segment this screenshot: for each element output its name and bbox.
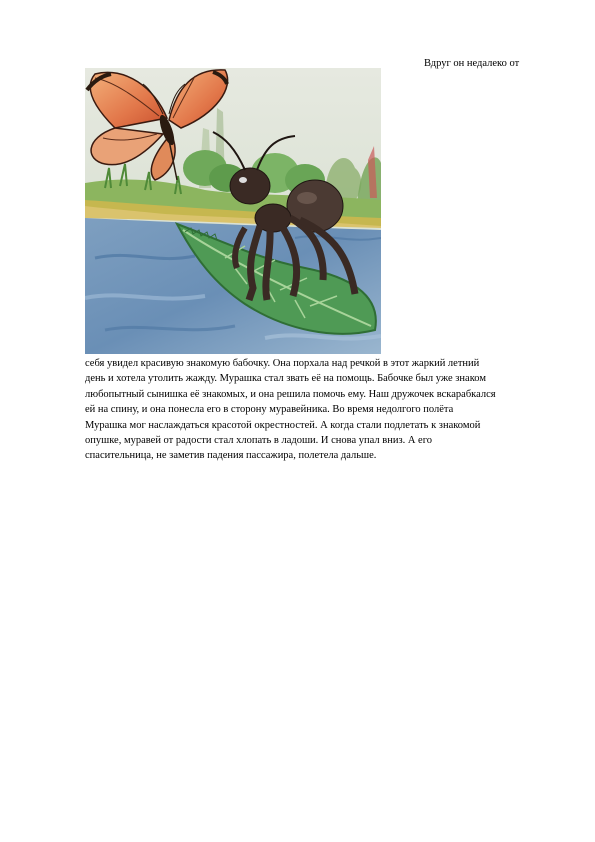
story-line: себя увидел красивую знакомую бабочку. Она порхала над речкой в этот жаркий летний: [85, 358, 480, 369]
story-line: день и хотела утолить жажду. Мурашка стал звать её на помощь. Бабочке был уже знаком: [85, 373, 486, 385]
story-line: опушке, муравей от радости стал хлопать в ладоши. И снова упал вниз. А его: [85, 435, 433, 447]
story-line: Мурашка мог наслаждаться красотой окрестностей. А когда стали подлетать к знакомой: [85, 419, 481, 431]
story-line: ей на спину, и она понесла его в сторону муравейника. Во время недолгого полёта: [85, 404, 454, 416]
story-illustration: [85, 68, 381, 354]
story-text: [85, 356, 513, 464]
story-line: спасительница, не заметив падения пассажира, полетела дальше.: [85, 450, 377, 462]
intro-fragment: Вдруг он недалеко от: [424, 58, 520, 69]
story-line: любопытный сынишка её знакомых, и она решила помочь ему. Наш дружочек вскарабкался: [85, 388, 496, 400]
